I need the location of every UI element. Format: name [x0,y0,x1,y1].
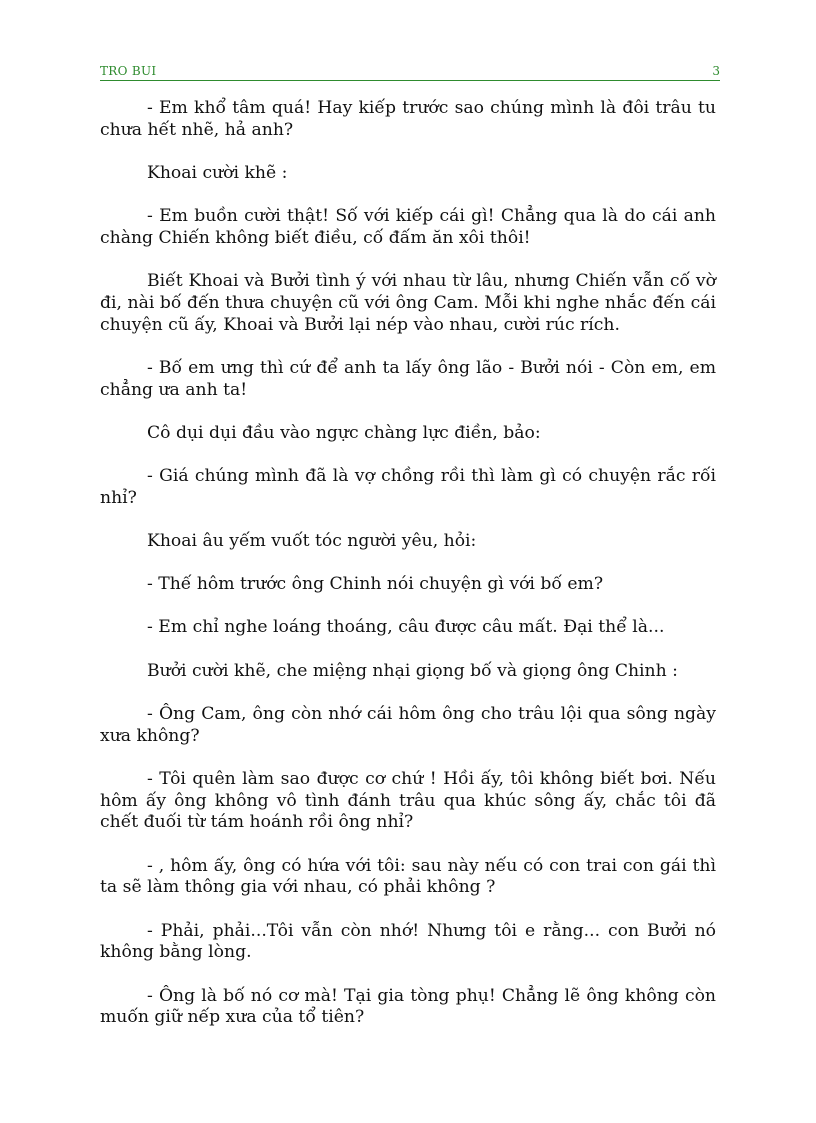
paragraph: - Ông Cam, ông còn nhớ cái hôm ông cho trâu lội qua sông ngày xưa không? [100,703,716,746]
book-title: TRO BUI [100,64,157,78]
body-text [100,98,716,1051]
running-header [100,62,720,81]
paragraph: - , hôm ấy, ông có hứa với tôi: sau này nếu có con trai con gái thì ta sẽ làm thông gia với nhau, có phải không ? [100,855,716,898]
paragraph: - Phải, phải...Tôi vẫn còn nhớ! Nhưng tôi e rằng... con Bưởi nó không bằng lòng. [100,920,716,963]
paragraph: - Tôi quên làm sao được cơ chứ ! Hồi ấy, tôi không biết bơi. Nếu hôm ấy ông không vô tình đánh trâu qua khúc sông ấy, chắc tôi đã chết đuối từ tám hoánh rồi ông nhỉ? [100,768,716,833]
paragraph: - Thế hôm trước ông Chinh nói chuyện gì với bố em? [147,574,604,595]
paragraph: Biết Khoai và Bưởi tình ý với nhau từ lâu, nhưng Chiến vẫn cố vờ đi, nài bố đến thưa chuyện cũ với ông Cam. Mỗi khi nghe nhắc đến cái chuyện cũ ấy, Khoai và Bưởi lại nép vào nhau, cười rúc rích. [100,271,716,335]
page-number: 3 [712,64,720,78]
paragraph: Bưởi cười khẽ, che miệng nhại giọng bố và giọng ông Chinh : [147,660,678,681]
paragraph: Khoai cười khẽ : [147,162,288,183]
paragraph: Khoai âu yếm vuốt tóc người yêu, hỏi: [147,531,477,552]
paragraph: Cô dụi dụi đầu vào ngực chàng lực điền, bảo: [147,422,541,443]
paragraph: - Ông là bố nó cơ mà! Tại gia tòng phụ! Chẳng lẽ ông không còn muốn giữ nếp xưa của tổ tiên? [100,985,716,1028]
paragraph: - Giá chúng mình đã là vợ chồng rồi thì làm gì có chuyện rắc rối nhỉ? [100,466,716,508]
paragraph: - Em khổ tâm quá! Hay kiếp trước sao chúng mình là đôi trâu tu chưa hết nhẽ, hả anh? [100,98,716,140]
paragraph: - Em chỉ nghe loáng thoáng, câu được câu mất. Đại thể là... [147,617,665,638]
paragraph: - Bố em ưng thì cứ để anh ta lấy ông lão - Bưởi nói - Còn em, em chẳng ưa anh ta! [100,357,716,400]
paragraph: - Em buồn cười thật! Số với kiếp cái gì! Chẳng qua là do cái anh chàng Chiến không biết điều, cố đấm ăn xôi thôi! [100,206,716,248]
